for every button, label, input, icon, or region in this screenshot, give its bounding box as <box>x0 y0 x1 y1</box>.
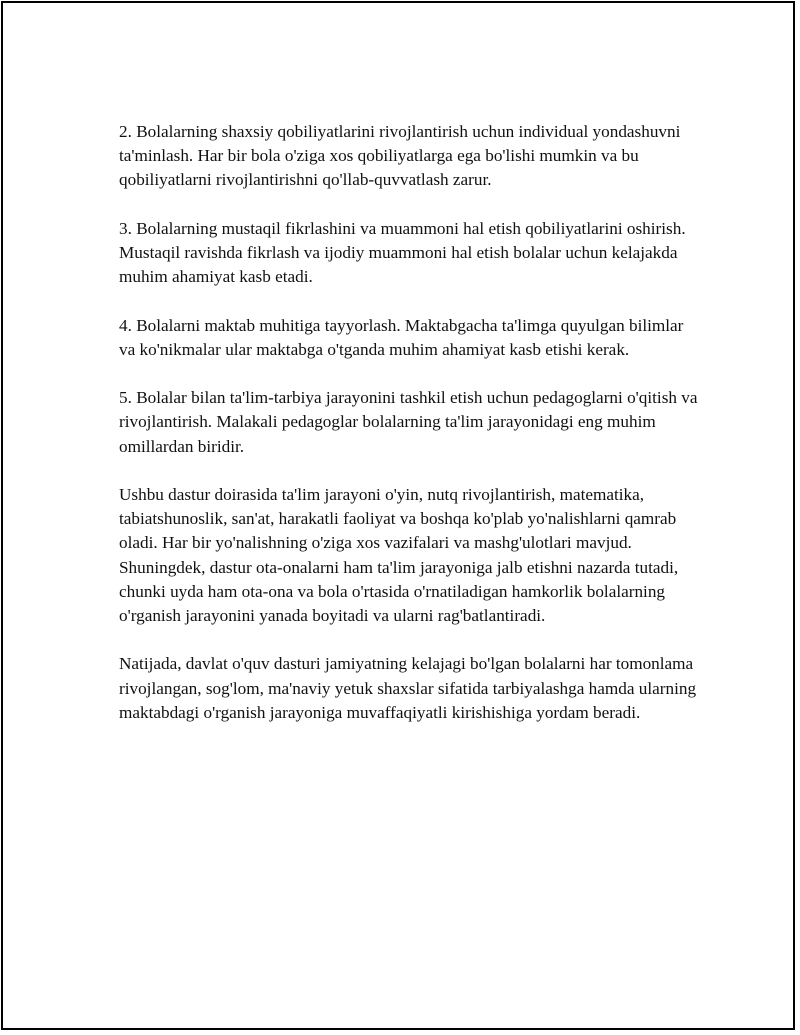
document-body <box>119 120 699 725</box>
paragraph-goal-4: 4. Bolalarni maktab muhitiga tayyorlash. Maktabgacha ta'limga quyulgan bilimlar va ko'nikmalar ular maktabga o'tganda muhim ahamiyat kasb etishi kerak. <box>119 315 684 359</box>
paragraph-goal-3: 3. Bolalarning mustaqil fikrlashini va muammoni hal etish qobiliyatlarini oshirish. Mustaqil ravishda fikrlash va ijodiy muammoni hal etish bolalar uchun kelajakda muhim ahamiyat kasb etadi. <box>119 218 686 287</box>
paragraph-program-scope: Ushbu dastur doirasida ta'lim jarayoni o'yin, nutq rivojlantirish, matematika, tabiatshunoslik, san'at, harakatli faoliyat va boshqa ko'plab yo'nalishlarni qamrab oladi. Har bir yo'nalishning o'ziga xos vazifalari va mashg'ulotlari mavjud. Shuningdek, dastur ota-onalarni ham ta'lim jarayoniga jalb etishni nazarda tutadi, chunki uyda ham ota-ona va bola o'rtasida o'rnatiladigan hamkorlik bolalarning o'rganish jarayonini yanada boyitadi va ularni rag'batlantiradi. <box>119 484 679 625</box>
paragraph-goal-5: 5. Bolalar bilan ta'lim-tarbiya jarayonini tashkil etish uchun pedagoglarni o'qitish va rivojlantirish. Malakali pedagoglar bolalarning ta'lim jarayonidagi eng muhim omillardan biridir. <box>119 388 698 456</box>
paragraph-goal-2: 2. Bolalarning shaxsiy qobiliyatlarini rivojlantirish uchun individual yondashuvni ta'minlash. Har bir bola o'ziga xos qobiliyatlarga ega bo'lishi mumkin va bu qobiliyatlarni rivojlantirishni qo'llab-quvvatlash zarur. <box>119 122 681 190</box>
page-frame <box>1 1 795 1030</box>
paragraph-conclusion: Natijada, davlat o'quv dasturi jamiyatning kelajagi bo'lgan bolalarni har tomonlama rivojlangan, sog'lom, ma'naviy yetuk shaxslar sifatida tarbiyalashga hamda ularning maktabdagi o'rganish jarayoniga muvaffaqiyatli kirishishiga yordam beradi. <box>119 654 697 722</box>
